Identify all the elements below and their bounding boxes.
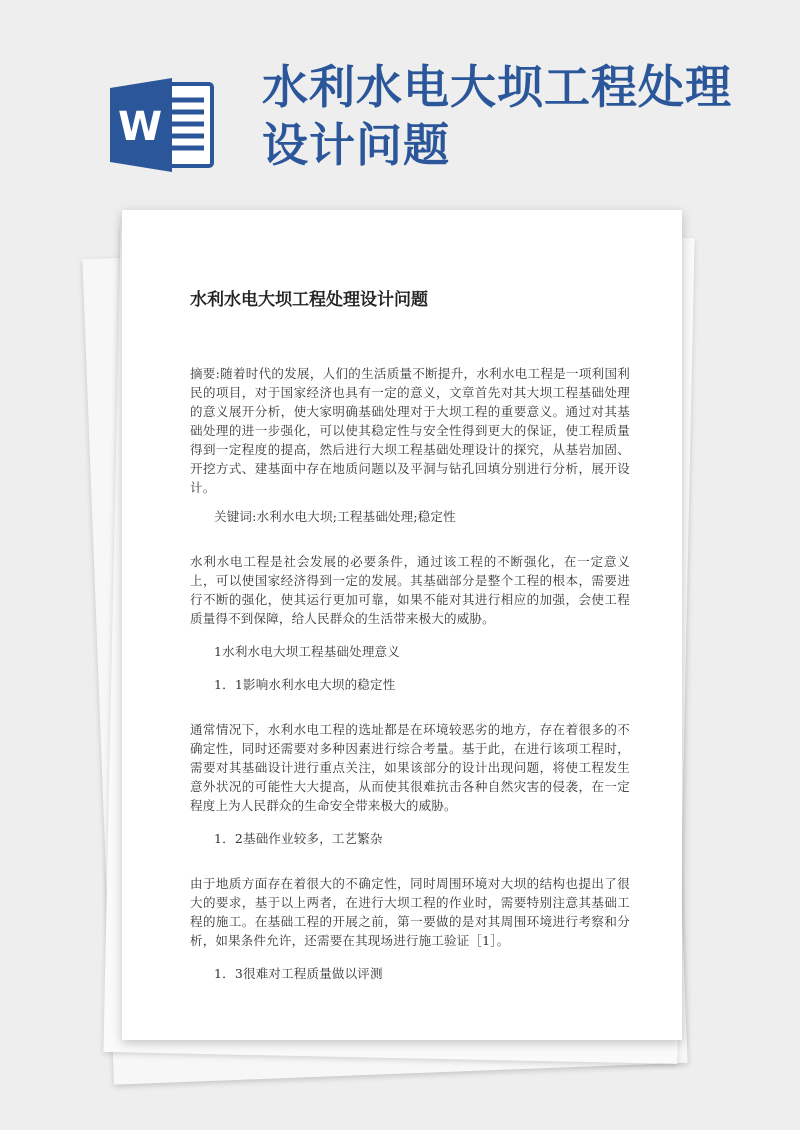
keywords-line: 关键词:水利水电大坝;工程基础处理;稳定性	[214, 509, 456, 524]
section-heading: 1水利水电大坝工程基础处理意义	[214, 644, 400, 659]
body-paragraph: 由于地质方面存在着很大的不确定性，同时周围环境对大坝的结构也提出了很大的要求，基于以上两者，在进行大坝工程的作业时，需要特别注意其基础工程的施工。在基础工程的开展之前，第一要做的是对其周围环境进行考察和分析，如果条件允许，还需要在其现场进行施工验证［1］。	[190, 876, 630, 948]
svg-text:W: W	[118, 104, 163, 150]
intro-paragraph: 水利水电工程是社会发展的必要条件，通过该工程的不断强化，在一定意义上，可以使国家经济得到一定的发展。其基础部分是整个工程的根本，需要进行不断的强化，使其运行更加可靠，如果不能对其进行相应的加强，会使工程质量得不到保障，给人民群众的生活带来极大的威胁。	[190, 554, 630, 626]
header-title: 水利水电大坝工程处理设计问题	[262, 60, 732, 172]
subsection-heading: 1．1影响水利水电大坝的稳定性	[214, 677, 396, 692]
word-document-icon	[110, 78, 214, 172]
subsection-heading: 1．3很难对工程质量做以评测	[214, 966, 383, 981]
document-page	[122, 210, 682, 1040]
body-paragraph: 通常情况下，水利水电工程的选址都是在环境较恶劣的地方，存在着很多的不确定性，同时还需要对多种因素进行综合考量。基于此，在进行该项工程时，需要对其基础设计进行重点关注，如果该部分的设计出现问题，将使工程发生意外状况的可能性大大提高，从而使其很难抗击各种自然灾害的侵袭，在一定程度上为人民群众的生命安全带来极大的威胁。	[190, 722, 630, 813]
document-content	[190, 288, 630, 983]
subsection-heading: 1．2基础作业较多，工艺繁杂	[214, 831, 383, 846]
abstract-paragraph: 摘要:随着时代的发展，人们的生活质量不断提升，水利水电工程是一项利国利民的项目，对于国家经济也具有一定的意义，文章首先对其大坝工程基础处理的意义展开分析，使大家明确基础处理对于大坝工程的重要意义。通过对其基础处理的进一步强化，可以使其稳定性与安全性得到更大的保证，使工程质量得到一定程度的提高，然后进行大坝工程基础处理设计的探究，从基岩加固、开挖方式、建基面中存在地质问题以及平洞与钻孔回填分别进行分析，展开设计。	[190, 366, 630, 495]
document-heading: 水利水电大坝工程处理设计问题	[190, 290, 428, 310]
